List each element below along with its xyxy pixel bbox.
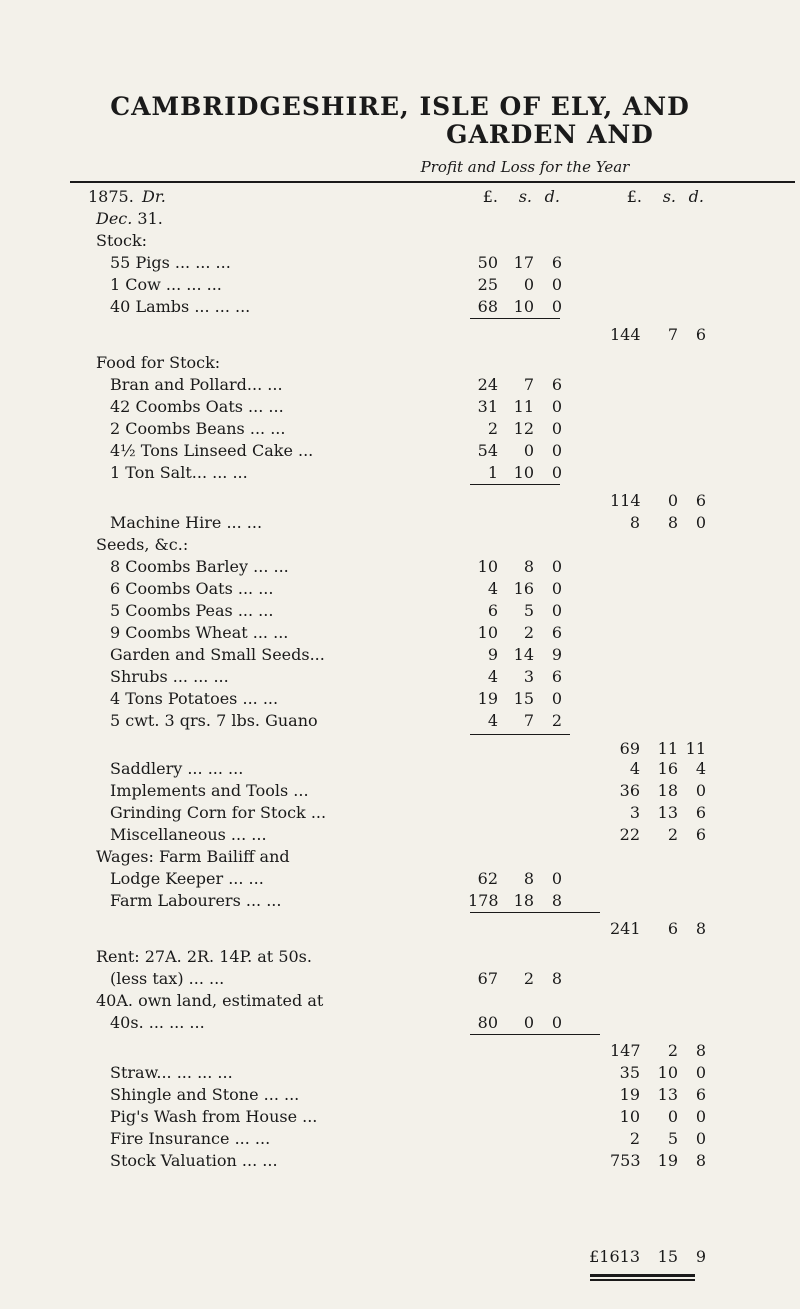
subtotal-rule: [470, 1034, 600, 1035]
item-total-shillings: 5: [667, 1129, 678, 1148]
item-amount-pence: 0: [551, 689, 562, 708]
item-amount-pence: 0: [551, 557, 562, 576]
ledger-item-label: Shingle and Stone ... ...: [110, 1085, 300, 1104]
ledger-item-label: Straw... ... ... ...: [110, 1063, 233, 1082]
item-total-pounds: 19: [619, 1085, 640, 1104]
ledger-item-label: 55 Pigs ... ... ...: [110, 253, 231, 272]
ledger-item-label: 8 Coombs Barley ... ...: [110, 557, 289, 576]
item-total-shillings: 18: [657, 781, 678, 800]
total-amount-pence: 8: [695, 1041, 706, 1060]
item-amount-shillings: 12: [513, 419, 534, 438]
top-rule: [70, 181, 795, 183]
item-amount-pounds: 24: [477, 375, 498, 394]
item-amount-shillings: 18: [513, 891, 534, 910]
document-title-line2: GARDEN AND: [446, 120, 654, 149]
item-amount-pounds: 4: [487, 579, 498, 598]
ledger-item-label: Garden and Small Seeds...: [110, 645, 325, 664]
item-total-pounds: 2: [629, 1129, 640, 1148]
ledger-item-label: Farm Labourers ... ...: [110, 891, 282, 910]
item-total-shillings: 0: [667, 1107, 678, 1126]
item-total-shillings: 2: [667, 825, 678, 844]
item-total-pence: 0: [695, 1129, 706, 1148]
col1-pence-header: d.: [544, 187, 560, 206]
total-amount-pounds: 114: [610, 491, 641, 510]
item-amount-pence: 0: [551, 275, 562, 294]
item-amount-shillings: 2: [523, 623, 534, 642]
ledger-heading: Rent: 27A. 2R. 14P. at 50s.: [96, 947, 312, 966]
total-amount-pence: 6: [695, 491, 706, 510]
ledger-item-label: (less tax) ... ...: [110, 969, 225, 988]
total-amount-shillings: 11: [657, 739, 678, 758]
item-amount-pounds: 25: [477, 275, 498, 294]
col2-pence-header: d.: [688, 187, 704, 206]
col1-shillings-header: s.: [518, 187, 532, 206]
item-amount-pence: 6: [551, 253, 562, 272]
ledger-item-label: Miscellaneous ... ...: [110, 825, 267, 844]
ledger-item-label: Implements and Tools ...: [110, 781, 309, 800]
item-total-pence: 6: [695, 803, 706, 822]
ledger-item-label: 4½ Tons Linseed Cake ...: [110, 441, 314, 460]
item-total-shillings: 19: [657, 1151, 678, 1170]
ledger-heading: Stock:: [96, 231, 148, 250]
item-amount-pence: 0: [551, 397, 562, 416]
item-total-pounds: 8: [629, 513, 640, 532]
item-amount-shillings: 11: [513, 397, 534, 416]
item-total-pounds: 4: [629, 759, 640, 778]
item-amount-shillings: 17: [513, 253, 534, 272]
item-total-pence: 0: [695, 513, 706, 532]
ledger-item-label: 42 Coombs Oats ... ...: [110, 397, 284, 416]
ledger-heading: 40A. own land, estimated at: [96, 991, 324, 1010]
ledger-item-label: 4 Tons Potatoes ... ...: [110, 689, 279, 708]
item-amount-shillings: 0: [523, 1013, 534, 1032]
total-amount-pounds: £1613: [589, 1247, 640, 1266]
item-amount-shillings: 3: [523, 667, 534, 686]
ledger-item-label: Shrubs ... ... ...: [110, 667, 229, 686]
item-amount-pence: 0: [551, 441, 562, 460]
item-amount-shillings: 10: [513, 297, 534, 316]
dr-label: Dr.: [142, 187, 166, 206]
item-total-pounds: 35: [619, 1063, 640, 1082]
item-amount-pence: 6: [551, 623, 562, 642]
item-amount-pence: 0: [551, 579, 562, 598]
subtotal-rule: [470, 484, 560, 485]
ledger-item-label: Stock Valuation ... ...: [110, 1151, 278, 1170]
ledger-item-label: Lodge Keeper ... ...: [110, 869, 264, 888]
subtotal-rule: [470, 734, 570, 735]
date-label: Dec. 31.: [96, 209, 163, 228]
item-total-pence: 8: [695, 1151, 706, 1170]
item-amount-pence: 8: [551, 891, 562, 910]
item-amount-shillings: 14: [513, 645, 534, 664]
item-amount-pounds: 4: [487, 711, 498, 730]
item-amount-pounds: 10: [477, 557, 498, 576]
item-amount-pounds: 31: [477, 397, 498, 416]
item-total-shillings: 13: [657, 1085, 678, 1104]
ledger-item-label: Saddlery ... ... ...: [110, 759, 244, 778]
ledger-item-label: 1 Cow ... ... ...: [110, 275, 222, 294]
item-amount-pounds: 4: [487, 667, 498, 686]
item-amount-pence: 6: [551, 375, 562, 394]
item-amount-pounds: 67: [477, 969, 498, 988]
item-amount-shillings: 0: [523, 441, 534, 460]
item-amount-shillings: 5: [523, 601, 534, 620]
col1-pounds-header: £.: [482, 187, 498, 206]
item-amount-pounds: 9: [487, 645, 498, 664]
ledger-item-label: 5 cwt. 3 qrs. 7 lbs. Guano: [110, 711, 318, 730]
item-amount-pence: 6: [551, 667, 562, 686]
item-amount-pence: 0: [551, 869, 562, 888]
item-amount-pounds: 80: [477, 1013, 498, 1032]
item-total-shillings: 8: [667, 513, 678, 532]
ledger-item-label: 6 Coombs Oats ... ...: [110, 579, 274, 598]
total-amount-shillings: 15: [657, 1247, 678, 1266]
total-amount-pence: 8: [695, 919, 706, 938]
ledger-item-label: 1 Ton Salt... ... ...: [110, 463, 248, 482]
document-title-line1: CAMBRIDGESHIRE, ISLE OF ELY, AND: [110, 92, 690, 121]
item-amount-pounds: 1: [487, 463, 498, 482]
item-total-shillings: 16: [657, 759, 678, 778]
subtotal-rule: [470, 318, 560, 319]
item-total-pence: 0: [695, 781, 706, 800]
item-total-pence: 0: [695, 1063, 706, 1082]
col2-shillings-header: s.: [662, 187, 676, 206]
item-amount-shillings: 8: [523, 869, 534, 888]
item-amount-pence: 0: [551, 1013, 562, 1032]
ledger-heading: Seeds, &c.:: [96, 535, 189, 554]
item-amount-pounds: 6: [487, 601, 498, 620]
item-amount-pounds: 10: [477, 623, 498, 642]
total-amount-pounds: 241: [610, 919, 641, 938]
total-amount-pence: 6: [695, 325, 706, 344]
document-subtitle: Profit and Loss for the Year: [420, 158, 630, 176]
item-amount-pounds: 50: [477, 253, 498, 272]
ledger-item-label: 40s. ... ... ...: [110, 1013, 205, 1032]
item-amount-pounds: 62: [477, 869, 498, 888]
ledger-item-label: 9 Coombs Wheat ... ...: [110, 623, 289, 642]
item-amount-pounds: 54: [477, 441, 498, 460]
item-amount-shillings: 16: [513, 579, 534, 598]
item-amount-pence: 0: [551, 419, 562, 438]
ledger-heading: Wages: Farm Bailiff and: [96, 847, 290, 866]
item-amount-shillings: 8: [523, 557, 534, 576]
item-total-pounds: 10: [619, 1107, 640, 1126]
item-total-shillings: 13: [657, 803, 678, 822]
item-amount-shillings: 10: [513, 463, 534, 482]
item-total-pence: 0: [695, 1107, 706, 1126]
ledger-item-label: Fire Insurance ... ...: [110, 1129, 271, 1148]
item-amount-shillings: 7: [523, 375, 534, 394]
item-amount-pence: 8: [551, 969, 562, 988]
item-amount-pounds: 2: [487, 419, 498, 438]
item-total-pence: 4: [695, 759, 706, 778]
item-amount-pounds: 178: [468, 891, 499, 910]
item-amount-pounds: 68: [477, 297, 498, 316]
item-total-pounds: 3: [629, 803, 640, 822]
item-total-pence: 6: [695, 825, 706, 844]
bottom-rule-1: [590, 1274, 695, 1277]
item-amount-shillings: 2: [523, 969, 534, 988]
total-amount-pounds: 147: [610, 1041, 641, 1060]
item-total-pence: 6: [695, 1085, 706, 1104]
item-amount-pence: 0: [551, 297, 562, 316]
total-amount-pence: 9: [695, 1247, 706, 1266]
ledger-item-label: 2 Coombs Beans ... ...: [110, 419, 286, 438]
item-total-pounds: 753: [610, 1151, 641, 1170]
col2-pounds-header: £.: [626, 187, 642, 206]
total-amount-pounds: 69: [619, 739, 640, 758]
total-amount-shillings: 0: [667, 491, 678, 510]
ledger-item-label: Grinding Corn for Stock ...: [110, 803, 327, 822]
item-amount-shillings: 7: [523, 711, 534, 730]
bottom-rule-2: [590, 1279, 695, 1281]
total-amount-shillings: 7: [667, 325, 678, 344]
item-amount-pence: 0: [551, 463, 562, 482]
ledger-item-label: Machine Hire ... ...: [110, 513, 263, 532]
total-amount-pence: 11: [685, 739, 706, 758]
total-amount-pounds: 144: [610, 325, 641, 344]
subtotal-rule: [470, 912, 600, 913]
item-total-shillings: 10: [657, 1063, 678, 1082]
ledger-item-label: 5 Coombs Peas ... ...: [110, 601, 274, 620]
ledger-item-label: 40 Lambs ... ... ...: [110, 297, 251, 316]
item-amount-pence: 0: [551, 601, 562, 620]
item-amount-shillings: 0: [523, 275, 534, 294]
item-amount-pence: 2: [551, 711, 562, 730]
year-label: 1875.: [88, 187, 134, 206]
ledger-item-label: Bran and Pollard... ...: [110, 375, 283, 394]
item-amount-shillings: 15: [513, 689, 534, 708]
total-amount-shillings: 2: [667, 1041, 678, 1060]
ledger-item-label: Pig's Wash from House ...: [110, 1107, 318, 1126]
item-total-pounds: 22: [619, 825, 640, 844]
ledger-heading: Food for Stock:: [96, 353, 221, 372]
item-amount-pounds: 19: [477, 689, 498, 708]
item-total-pounds: 36: [619, 781, 640, 800]
item-amount-pence: 9: [551, 645, 562, 664]
total-amount-shillings: 6: [667, 919, 678, 938]
